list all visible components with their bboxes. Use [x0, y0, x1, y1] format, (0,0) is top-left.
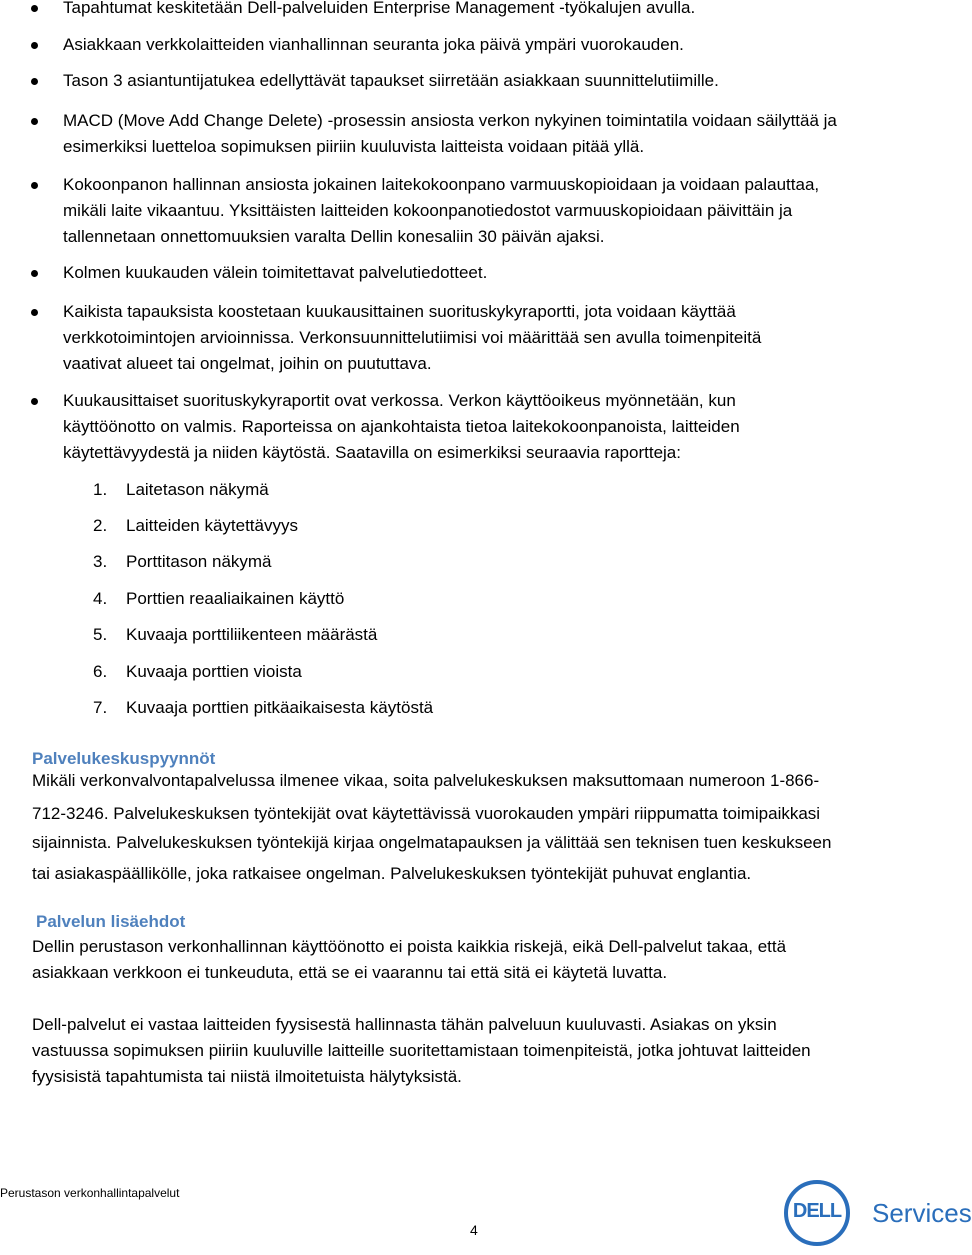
bullet-dot	[31, 5, 38, 12]
bullet-line: Kolmen kuukauden välein toimitettavat palvelutiedotteet.	[63, 263, 488, 282]
paragraph-line: 712-3246. Palvelukeskuksen työntekijät ovat käytettävissä vuorokauden ympäri riippumatta toimipaikkasi	[32, 804, 821, 823]
page-number: 4	[470, 1222, 478, 1238]
bullet-line: Tason 3 asiantuntijatukea edellyttävät tapaukset siirretään asiakkaan suunnittelutiimille.	[63, 71, 719, 90]
report-label: Kuvaaja porttien vioista	[126, 662, 302, 681]
bullet-dot	[31, 270, 38, 277]
bullet-line: Asiakkaan verkkolaitteiden vianhallinnan seuranta joka päivä ympäri vuorokauden.	[63, 35, 684, 54]
paragraph-line: vastuussa sopimuksen piiriin kuuluville laitteille suoritettamistaan toimenpiteistä, jotka johtuvat laitteiden	[32, 1041, 811, 1060]
paragraph-line: Dellin perustason verkonhallinnan käyttöönotto ei poista kaikkia riskejä, eikä Dell-palvelut takaa, että	[32, 937, 787, 956]
bullet-line: Kuukausittaiset suorituskykyraportit ovat verkossa. Verkon käyttöoikeus myönnetään, kun	[63, 391, 736, 410]
bullet-line: käyttöönotto on valmis. Raporteissa on ajankohtaista tietoa laitekokoonpanoista, laitteiden	[63, 417, 740, 436]
paragraph-line: asiakkaan verkkoon ei tunkeuduta, että se ei vaarannu tai että sitä ei käytetä luvatta.	[32, 963, 668, 982]
additional-terms-heading: Palvelun lisäehdot	[36, 912, 186, 931]
report-label: Porttitason näkymä	[126, 552, 272, 571]
bullet-line: Tapahtumat keskitetään Dell-palveluiden Enterprise Management -työkalujen avulla.	[63, 0, 696, 17]
bullet-line: käytettävyydestä ja niiden käytöstä. Saatavilla on esimerkiksi seuraavia raportteja:	[63, 443, 681, 462]
paragraph-line: fyysisistä tapahtumista tai niistä ilmoitetuista hälytyksistä.	[32, 1067, 462, 1086]
bullet-line: tallennetaan onnettomuuksien varalta Dellin konesaliin 30 päivän ajaksi.	[63, 227, 605, 246]
paragraph-line: tai asiakaspäällikölle, joka ratkaisee ongelman. Palvelukeskuksen työntekijät puhuvat englantia.	[32, 864, 752, 883]
paragraph-line: sijainnista. Palvelukeskuksen työntekijä kirjaa ongelmatapauksen ja välittää sen teknisen tuen keskukseen	[32, 833, 832, 852]
bullet-line: verkkotoimintojen arvioinnissa. Verkonsuunnittelutiimisi voi määrittää sen avulla toimenpiteitä	[63, 328, 762, 347]
report-number: 6.	[93, 662, 108, 681]
dell-services-logo	[784, 1180, 972, 1250]
report-label: Kuvaaja porttien pitkäaikaisesta käytöstä	[126, 698, 434, 717]
bullet-line: mikäli laite vikaantuu. Yksittäisten laitteiden kokoonpanotiedostot varmuuskopioidaan päivittäin ja	[63, 201, 793, 220]
bullet-dot	[31, 78, 38, 85]
dell-logo-word: DELL	[792, 1200, 842, 1222]
bullet-line: Kokoonpanon hallinnan ansiosta jokainen laitekokoonpano varmuuskopioidaan ja voidaan palauttaa,	[63, 175, 820, 194]
bullet-line: MACD (Move Add Change Delete) -prosessin ansiosta verkon nykyinen toimintatila voidaan säilyttää ja	[63, 111, 837, 130]
footer-title: Perustason verkonhallintapalvelut	[0, 1186, 180, 1200]
report-number: 2.	[93, 516, 108, 535]
report-label: Porttien reaaliaikainen käyttö	[126, 589, 345, 608]
report-number: 5.	[93, 625, 108, 644]
paragraph-line: Mikäli verkonvalvontapalvelussa ilmenee vikaa, soita palvelukeskuksen maksuttomaan numeroon 1-866-	[32, 771, 820, 790]
bullet-dot	[31, 42, 38, 49]
bullet-line: esimerkiksi luetteloa sopimuksen piiriin kuuluvista laitteista voidaan pitää yllä.	[63, 137, 645, 156]
report-number: 4.	[93, 589, 108, 608]
report-label: Kuvaaja porttiliikenteen määrästä	[126, 625, 378, 644]
support-centers-heading: Palvelukeskuspyynnöt	[32, 749, 216, 768]
paragraph-line: Dell-palvelut ei vastaa laitteiden fyysisestä hallinnasta tähän palveluun kuuluvasti. Asiakas on yksin	[32, 1015, 777, 1034]
bullet-dot	[31, 309, 38, 316]
bullet-line: vaativat alueet tai ongelmat, joihin on puututtava.	[63, 354, 432, 373]
bullet-line: Kaikista tapauksista koostetaan kuukausittainen suorituskykyraportti, jota voidaan käyttää	[63, 302, 736, 321]
bullet-dot	[31, 118, 38, 125]
report-label: Laitteiden käytettävyys	[126, 516, 298, 535]
report-number: 7.	[93, 698, 108, 717]
services-logo-text: Services	[872, 1198, 972, 1228]
report-label: Laitetason näkymä	[126, 480, 269, 499]
report-number: 3.	[93, 552, 108, 571]
bullet-dot	[31, 182, 38, 189]
report-number: 1.	[93, 480, 108, 499]
bullet-dot	[31, 398, 38, 405]
